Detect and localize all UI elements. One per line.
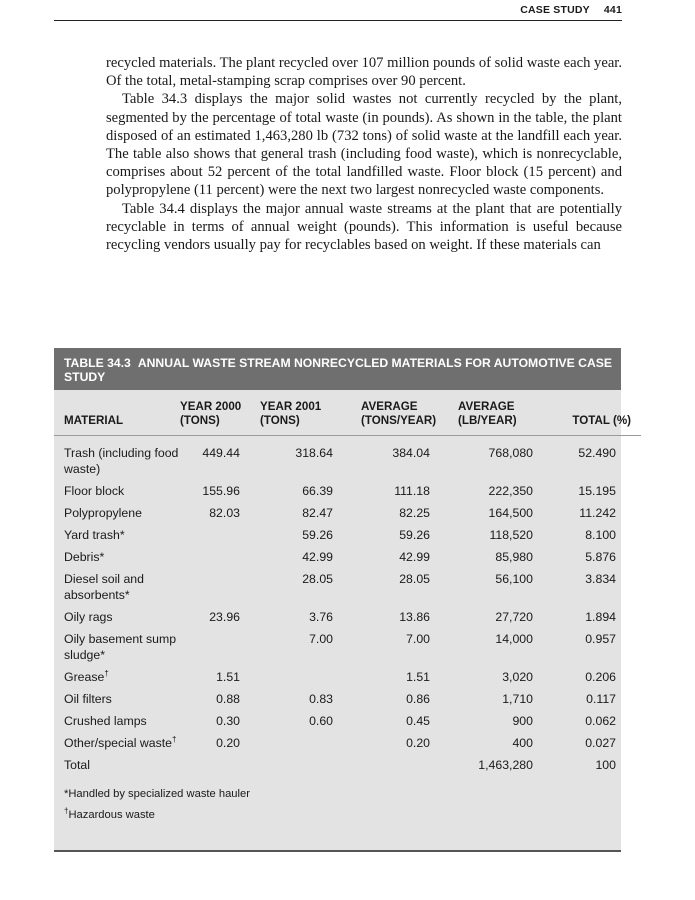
paragraph-2: Table 34.3 displays the major solid wastes not currently recycled by the plant, segmented by the percentage of total waste (in pounds). As shown in the table, the plant disposed of an estimated 1,463,280 lb (732 tons) of solid waste at the landfill each year. The table also shows that general trash (including food waste), which is nonrecyclable, comprises about 52 percent of the total landfilled waste. Floor block (15 percent) and polypropylene (11 percent) were the next two largest nonrecycled waste components. [106,91,622,199]
cell-material: Oily basement sump sludge* [64,632,177,662]
table-row [54,754,641,776]
cell-avg-lb: 768,080 [488,446,533,460]
cell-avg-tons: 13.86 [399,610,430,624]
col-header-year-2001: YEAR 2001 (TONS) [260,390,361,436]
cell-avg-tons: 82.25 [399,506,430,520]
cell-avg-lb: 222,350 [488,484,533,498]
cell-year-2000: 0.30 [216,714,240,728]
cell-year-2000: 155.96 [202,484,240,498]
table-row [54,524,641,546]
cell-year-2001: 66.39 [302,484,333,498]
cell-material: Polypropylene [64,506,142,520]
cell-total-pct: 11.242 [579,506,616,520]
cell-material: Crushed lamps [64,714,147,728]
cell-avg-tons: 384.04 [392,446,430,460]
cell-year-2001 [260,666,361,688]
cell-total-pct: 0.206 [585,670,616,684]
paragraph-3: Table 34.4 displays the major annual waste streams at the plant that are potentially recyclable in terms of annual weight (pounds). This information is useful because recycling vendors usually pay for recyclables based on weight. If these materials can [106,200,622,254]
table-row [54,606,641,628]
cell-material: Oily rags [64,610,113,624]
table-row [54,502,641,524]
header-row [54,390,641,436]
cell-avg-lb: 1,710 [502,692,533,706]
cell-year-2000: 449.44 [202,446,240,460]
cell-avg-lb: 164,500 [488,506,533,520]
cell-total-pct: 5.876 [585,550,616,564]
cell-material: Diesel soil and absorbents* [64,572,144,602]
cell-year-2001: 3.76 [309,610,333,624]
cell-total-pct: 3.834 [585,572,616,586]
body-text [106,54,622,254]
footnote-2: †Hazardous waste [64,806,155,821]
cell-year-2000: 1.51 [216,670,240,684]
table-title: ANNUAL WASTE STREAM NONRECYCLED MATERIALS FOR AUTOMOTIVE CASE STUDY [64,356,613,384]
cell-material: Debris* [64,550,105,564]
cell-avg-tons: 0.20 [406,736,430,750]
cell-year-2000: 0.88 [216,692,240,706]
cell-material: Oil filters [64,692,112,706]
cell-year-2000: 82.03 [209,506,240,520]
cell-avg-tons: 42.99 [399,550,430,564]
waste-stream-table [54,348,631,852]
cell-avg-tons: 59.26 [399,528,430,542]
cell-avg-lb: 400 [512,736,533,750]
running-head-title: CASE STUDY [520,4,590,16]
cell-total-pct: 8.100 [585,528,616,542]
cell-avg-tons [361,754,458,776]
table-body [54,436,641,777]
cell-avg-tons: 0.45 [406,714,430,728]
cell-year-2001: 59.26 [302,528,333,542]
table-row [54,732,641,754]
cell-total-pct: 0.027 [585,736,616,750]
cell-total-pct: 0.957 [585,632,616,646]
data-table [54,390,641,826]
cell-year-2000: 0.20 [216,736,240,750]
cell-avg-lb: 56,100 [495,572,533,586]
cell-material: Yard trash* [64,528,125,542]
cell-total-pct: 52.490 [578,446,616,460]
table-footnotes [54,776,641,826]
cell-year-2001: 7.00 [309,632,333,646]
cell-avg-tons: 111.18 [394,484,430,498]
cell-year-2000 [180,524,260,546]
cell-year-2001: 0.60 [309,714,333,728]
cell-avg-lb: 27,720 [495,610,533,624]
cell-total-pct: 100 [595,758,616,772]
cell-year-2000 [180,568,260,606]
cell-material: Total [64,758,90,772]
cell-avg-lb: 900 [512,714,533,728]
cell-material: Other/special waste† [64,734,177,750]
table-row [54,436,641,481]
paragraph-1: recycled materials. The plant recycled over 107 million pounds of solid waste each year. Of the total, metal-stamping scrap comprises over 90 percent. [106,55,622,90]
cell-avg-lb: 3,020 [502,670,533,684]
table-caption [54,348,621,390]
cell-material: Floor block [64,484,125,498]
cell-avg-tons: 0.86 [406,692,430,706]
cell-avg-lb: 1,463,280 [478,758,533,772]
cell-avg-lb: 14,000 [495,632,533,646]
cell-material: Trash (including food waste) [64,446,179,476]
cell-year-2001: 42.99 [302,550,333,564]
running-head [520,4,622,16]
cell-total-pct: 0.117 [586,692,616,706]
cell-avg-lb: 118,520 [489,528,533,542]
col-header-material: MATERIAL [54,390,180,436]
cell-year-2001: 28.05 [302,572,333,586]
running-header [54,0,622,21]
page-number: 441 [603,4,622,16]
table-row [54,546,641,568]
cell-year-2000 [180,628,260,666]
cell-total-pct: 1.894 [585,610,616,624]
table-row [54,666,641,688]
table-row [54,480,641,502]
cell-total-pct: 0.062 [585,714,616,728]
cell-year-2001 [260,754,361,776]
table-row [54,568,641,606]
cell-total-pct: 15.195 [578,484,616,498]
table-number: TABLE 34.3 [64,356,131,370]
table-row [54,688,641,710]
col-header-avg-lb: AVERAGE (LB/YEAR) [458,390,541,436]
cell-year-2000 [180,754,260,776]
footnote-1: *Handled by specialized waste hauler [64,788,250,800]
cell-year-2000: 23.96 [209,610,240,624]
cell-year-2000 [180,546,260,568]
cell-material: Grease† [64,668,109,684]
cell-year-2001: 0.83 [309,692,333,706]
cell-avg-tons: 7.00 [406,632,430,646]
cell-avg-lb: 85,980 [495,550,533,564]
table-row [54,710,641,732]
cell-avg-tons: 28.05 [399,572,430,586]
cell-year-2001: 82.47 [302,506,333,520]
col-header-avg-tons: AVERAGE (TONS/YEAR) [361,390,458,436]
cell-year-2001: 318.64 [295,446,333,460]
col-header-year-2000: YEAR 2000 (TONS) [180,390,260,436]
col-header-total-pct: TOTAL (%) [541,390,641,436]
table-row [54,628,641,666]
cell-year-2001 [260,732,361,754]
cell-avg-tons: 1.51 [406,670,430,684]
